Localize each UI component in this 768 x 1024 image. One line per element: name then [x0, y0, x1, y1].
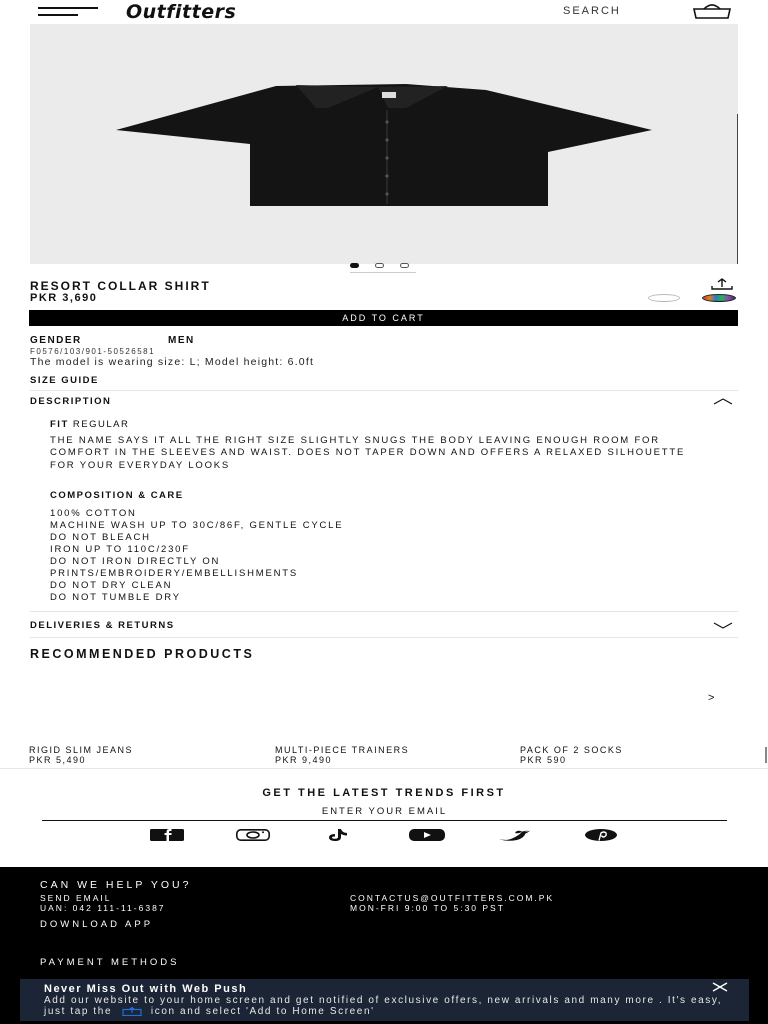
add-to-cart-button[interactable]: ADD TO CART	[29, 310, 738, 326]
care-item: IRON UP TO 110C/230F	[50, 544, 190, 555]
pinterest-icon[interactable]	[584, 829, 618, 841]
care-list	[50, 508, 343, 604]
recommended-heading: RECOMMENDED PRODUCTS	[30, 647, 255, 661]
contact-email[interactable]: CONTACTUS@OUTFITTERS.COM.PK	[350, 893, 555, 903]
model-size-note: The model is wearing size: L; Model height: 6.0ft	[30, 356, 315, 368]
care-item: DO NOT BLEACH	[50, 532, 151, 543]
care-item: 100% COTTON	[50, 508, 137, 519]
shopping-bag-icon[interactable]	[692, 3, 732, 19]
push-body	[44, 995, 725, 1017]
divider	[30, 611, 738, 612]
product-price: PKR 590	[520, 755, 567, 765]
push-body-text: Add our website to your home screen and get notified of exclusive offers, new arrivals and many more . It's easy, just tap the	[44, 995, 723, 1017]
care-item: MACHINE WASH UP TO 30C/86F, GENTLE CYCLE	[50, 520, 344, 531]
next-product-edge	[765, 747, 767, 763]
share-icon	[121, 1007, 143, 1016]
web-push-banner[interactable]	[20, 979, 749, 1021]
fit-line	[50, 419, 129, 430]
recommended-product-card[interactable]	[520, 745, 623, 765]
newsletter-heading: GET THE LATEST TRENDS FIRST	[262, 787, 506, 799]
description-text: THE NAME SAYS IT ALL THE RIGHT SIZE SLIGHTLY SNUGS THE BODY LEAVING ENOUGH ROOM FOR COMFORT IN THE SLEEVES AND WAIST. DOES NOT TAPER DOWN AND OFFERS A RELAXED SILHOUETTE FOR YOUR EVERYDAY LOOKS	[50, 435, 686, 471]
header	[0, 0, 768, 24]
recommended-product-card[interactable]	[29, 745, 133, 765]
care-item: DO NOT TUMBLE DRY	[50, 592, 181, 603]
product-price: PKR 3,690	[30, 292, 98, 304]
uan-number[interactable]: UAN: 042 111-11-6387	[40, 903, 166, 913]
product-price: PKR 5,490	[29, 755, 87, 765]
product-image	[116, 82, 656, 212]
gender-value: MEN	[168, 335, 195, 346]
facebook-icon[interactable]	[150, 829, 184, 841]
size-guide-link[interactable]: SIZE GUIDE	[30, 375, 99, 386]
color-swatch-white[interactable]	[648, 294, 680, 302]
push-title: Never Miss Out with Web Push	[44, 983, 248, 995]
twitter-icon[interactable]	[497, 829, 531, 841]
support-hours: MON-FRI 9:00 TO 5:30 PST	[350, 903, 505, 913]
care-item: DO NOT IRON DIRECTLY ON	[50, 556, 221, 567]
care-item: DO NOT DRY CLEAN	[50, 580, 173, 591]
payment-methods-link[interactable]: PAYMENT METHODS	[40, 957, 180, 968]
chevron-down-icon[interactable]	[713, 622, 733, 630]
product-title: RESORT COLLAR SHIRT	[30, 279, 211, 293]
product-name: PACK OF 2 SOCKS	[520, 745, 623, 755]
instagram-icon[interactable]	[236, 829, 270, 841]
gallery-dot-3[interactable]	[400, 263, 409, 268]
description-heading[interactable]: DESCRIPTION	[30, 396, 112, 407]
gender-label: GENDER	[30, 335, 82, 346]
product-sku: F0576/103/901-50526581	[30, 347, 156, 356]
care-item: PRINTS/EMBROIDERY/EMBELLISHMENTS	[50, 568, 298, 579]
help-heading: CAN WE HELP YOU?	[40, 879, 192, 891]
share-icon[interactable]	[708, 278, 736, 290]
product-name: RIGID SLIM JEANS	[29, 745, 134, 755]
youtube-icon[interactable]	[409, 829, 445, 841]
fit-value: REGULAR	[72, 419, 130, 430]
search-link[interactable]: SEARCH	[563, 5, 621, 17]
deliveries-returns-heading[interactable]: DELIVERIES & RETURNS	[30, 620, 175, 631]
tiktok-icon[interactable]	[323, 829, 355, 841]
fit-label: FIT	[50, 419, 69, 430]
gallery-dot-2[interactable]	[375, 263, 384, 268]
composition-heading: COMPOSITION & CARE	[50, 490, 184, 501]
color-swatch-multicolor[interactable]	[702, 294, 736, 302]
push-body-end: icon and select 'Add to Home Screen'	[150, 1006, 375, 1017]
divider	[0, 768, 768, 769]
newsletter-email-input[interactable]	[42, 803, 727, 821]
gallery-divider	[350, 272, 416, 273]
hamburger-menu-icon[interactable]	[38, 6, 98, 16]
send-email-link[interactable]: SEND EMAIL	[40, 893, 112, 903]
close-icon[interactable]	[711, 982, 729, 992]
product-price: PKR 9,490	[275, 755, 333, 765]
carousel-next-arrow[interactable]: >	[708, 692, 715, 704]
brand-logo[interactable]: Outfitters	[126, 1, 237, 23]
download-app-link[interactable]: DOWNLOAD APP	[40, 919, 154, 930]
product-image-gallery[interactable]	[30, 24, 738, 264]
chevron-up-icon[interactable]	[713, 397, 733, 405]
recommended-product-card[interactable]	[275, 745, 409, 765]
gallery-scroll-indicator	[737, 114, 739, 264]
gallery-dot-1[interactable]	[350, 263, 359, 268]
product-name: MULTI-PIECE TRAINERS	[275, 745, 410, 755]
divider	[30, 390, 738, 391]
divider	[30, 637, 738, 638]
